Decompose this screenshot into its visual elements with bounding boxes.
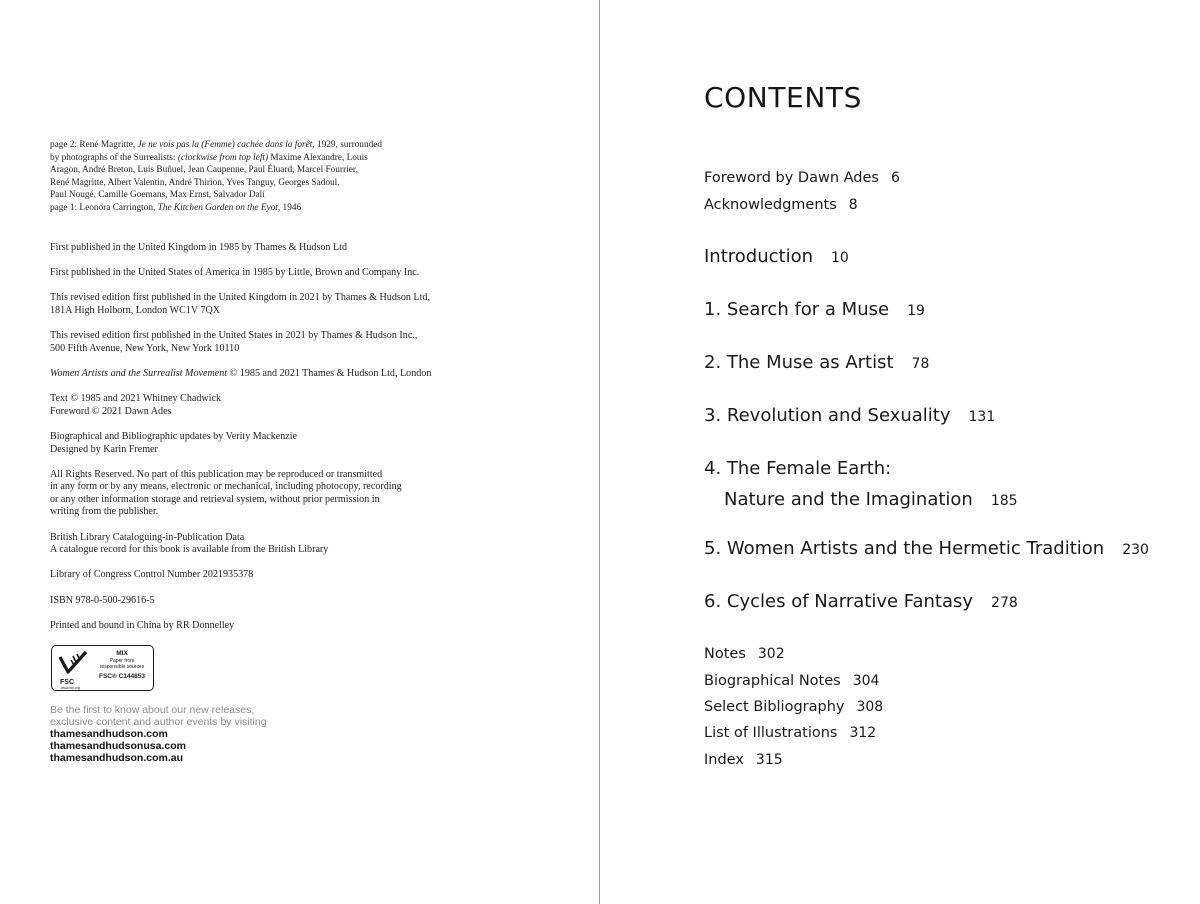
caption-line: by photographs of the Surrealists: (clockwise from top left) Maxime Alexandre, Louis — [50, 152, 368, 163]
publisher-url[interactable]: thamesandhudson.com.au — [50, 751, 184, 764]
copyright-imprint — [50, 242, 490, 645]
fsc-sources-line: responsible sources — [99, 664, 145, 670]
revised-edition-us: This revised edition first published in the United States in 2021 by Thames & Hudson Inc., 500 Fifth Avenue, New York, New York 10110 — [50, 330, 418, 354]
fsc-tree-check-icon — [57, 650, 89, 680]
toc-item-chapter-1[interactable]: 1. Search for a Muse 19 — [704, 299, 925, 320]
printer-line: Printed and bound in China by RR Donnelley — [50, 619, 235, 631]
publication-uk-line: First published in the United Kingdom in 1985 by Thames & Hudson Ltd — [50, 242, 348, 253]
credits: Biographical and Bibliographic updates by Verity Mackenzie Designed by Karin Fremer — [50, 430, 298, 455]
publisher-url[interactable]: thamesandhudson.com — [50, 727, 168, 740]
publication-us-line: First published in the United States of America in 1985 by Little, Brown and Company Inc. — [50, 267, 420, 279]
toc-item-select-bibliography[interactable]: Select Bibliography 308 — [704, 699, 884, 715]
fsc-logo — [51, 645, 154, 691]
left-page-imprint — [0, 0, 599, 904]
copyright-title-line: Women Artists and the Surrealist Movement © 1985 and 2021 Thames & Hudson Ltd, London — [50, 367, 432, 379]
rights-notice: All Rights Reserved. No part of this publication may be reproduced or transmitted in any form or by any means, electronic or mechanical, including photocopy, recording or any other information storage and retrieval system, without prior permission in writing from the publisher. — [50, 468, 402, 518]
promo-text: exclusive content and author events by visiting — [50, 715, 267, 728]
fsc-website: www.fsc.org — [61, 686, 80, 690]
toc-item-acknowledgments[interactable]: Acknowledgments 8 — [704, 197, 858, 213]
caption-line: page 1: Leonora Carrington, The Kitchen Garden on the Eyot, 1946 — [50, 202, 302, 213]
toc-item-foreword[interactable]: Foreword by Dawn Ades 6 — [704, 170, 900, 186]
frontispiece-caption — [50, 139, 410, 215]
caption-line: René Magritte, Albert Valentin, André Thirion, Yves Tanguy, Georges Sadoul, — [50, 177, 340, 188]
fsc-paper-line: Paper from — [109, 658, 135, 664]
toc-item-chapter-6[interactable]: 6. Cycles of Narrative Fantasy 278 — [704, 591, 1018, 612]
publisher-url[interactable]: thamesandhudsonusa.com — [50, 739, 186, 752]
revised-edition-uk: This revised edition first published in the United Kingdom in 2021 by Thames & Hudson Ltd, 181A High Holborn, London WC1V 7QX — [50, 292, 430, 316]
toc-item-introduction[interactable]: Introduction 10 — [704, 246, 849, 267]
toc-item-biographical-notes[interactable]: Biographical Notes 304 — [704, 673, 880, 689]
caption-line: Aragon, André Breton, Luis Buñuel, Jean Caupenne, Paul Éluard, Marcel Fourrier, — [50, 165, 358, 176]
caption-line: Paul Nougé, Camille Goemans, Max Ernst, Salvador Dalí — [50, 190, 265, 201]
promo-text: Be the first to know about our new releases, — [50, 704, 255, 716]
fsc-label: FSC — [60, 679, 74, 686]
right-page-contents — [600, 0, 1200, 904]
loc-control-number: Library of Congress Control Number 2021935378 — [50, 569, 254, 581]
publisher-promo — [50, 705, 350, 765]
contents-title: CONTENTS — [704, 81, 862, 114]
fsc-mix: MIX — [116, 650, 128, 657]
cataloguing-data: British Library Cataloguing-in-Publication Data A catalogue record for this book is available from the British Library — [50, 531, 329, 556]
text-copyright: Text © 1985 and 2021 Whitney Chadwick Foreword © 2021 Dawn Ades — [50, 393, 222, 417]
toc-item-notes[interactable]: Notes 302 — [704, 646, 785, 662]
fsc-text-block — [93, 650, 151, 681]
toc-item-chapter-5[interactable]: 5. Women Artists and the Hermetic Tradition 230 — [704, 538, 1149, 559]
toc-item-index[interactable]: Index 315 — [704, 752, 783, 768]
toc-item-chapter-3[interactable]: 3. Revolution and Sexuality 131 — [704, 405, 996, 426]
isbn: ISBN 978-0-500-29616-5 — [50, 594, 155, 606]
toc-item-chapter-4[interactable]: 4. The Female Earth: Nature and the Imagination 185 — [704, 458, 1018, 510]
caption-line: page 2: René Magritte, Je ne vois pas la (Femme) cachée dans la forêt, 1929, surrounded — [50, 140, 383, 150]
toc-item-chapter-2[interactable]: 2. The Muse as Artist 78 — [704, 352, 930, 373]
fsc-code: FSC® C144853 — [99, 673, 145, 680]
toc-item-list-of-illustrations[interactable]: List of Illustrations 312 — [704, 725, 877, 741]
